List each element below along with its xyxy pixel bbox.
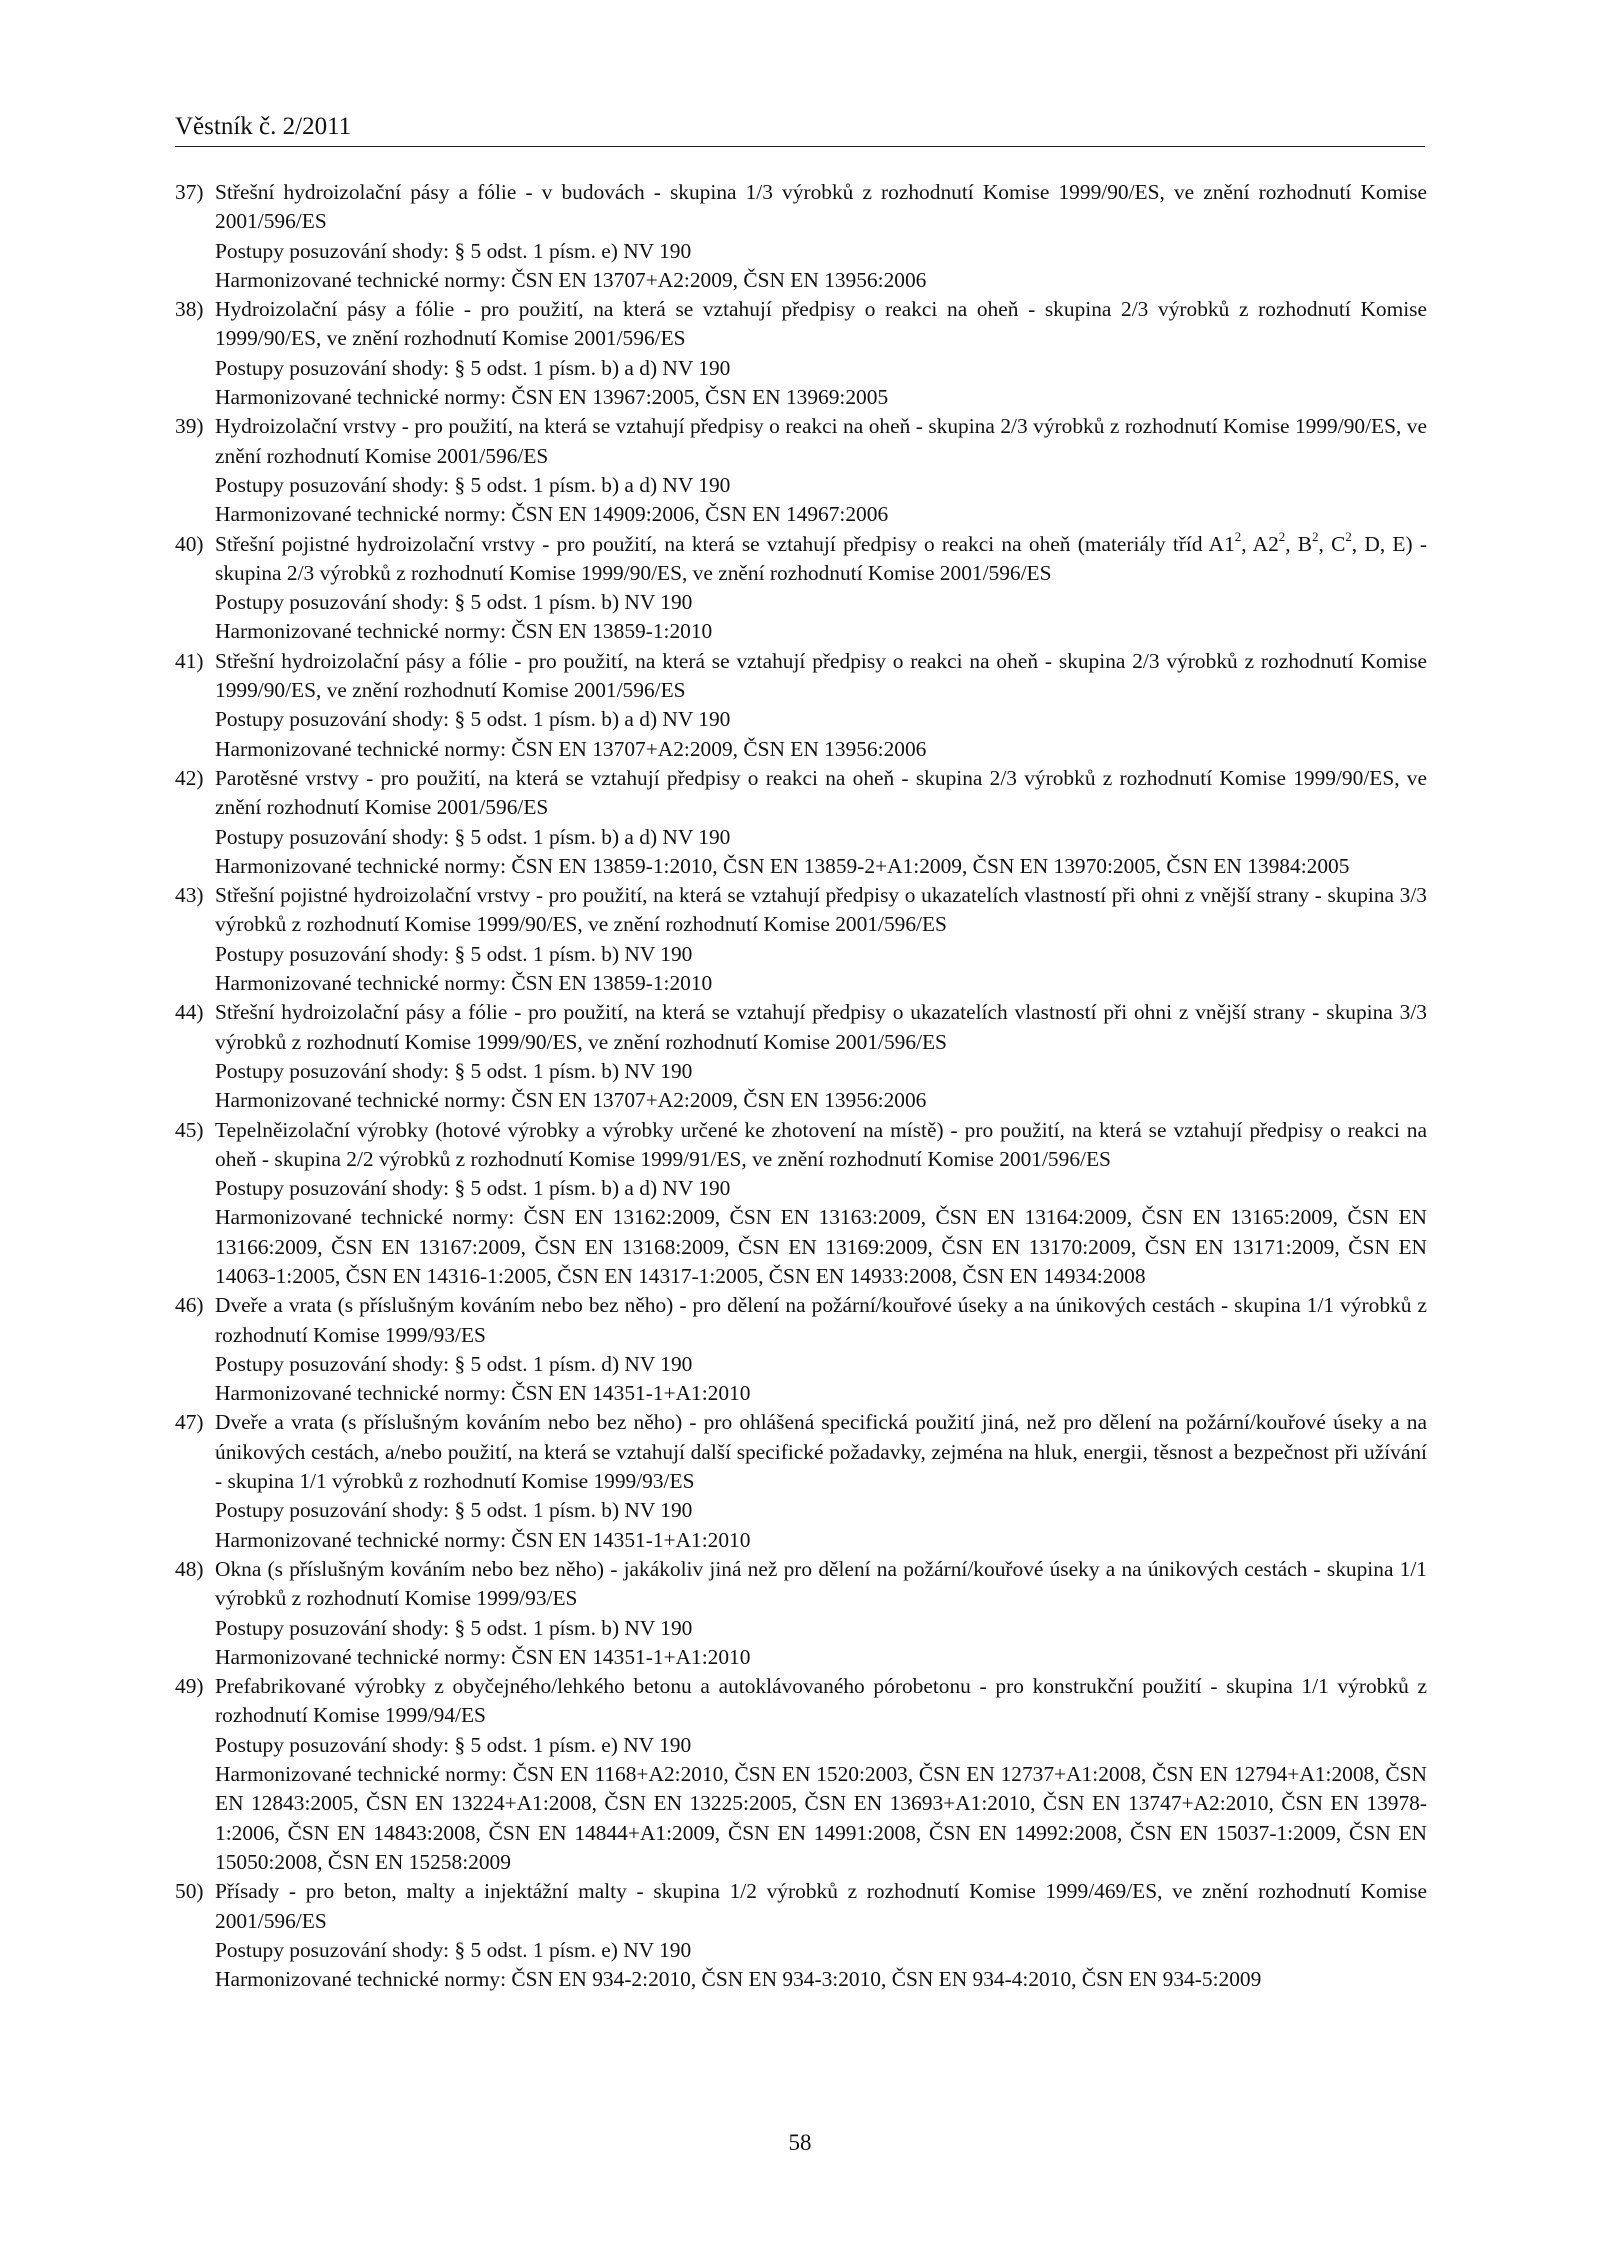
item-number: 49) [175,1674,204,1699]
list-item [175,530,1427,647]
page-header [175,112,1425,147]
procedure-label: Postupy posuzování shody: [215,1937,450,1962]
norms-value: ČSN EN 1168+A2:2010, ČSN EN 1520:2003, ČSN EN 12737+A1:2008, ČSN EN 12794+A1:2008, ČSN EN 12843:2005, ČSN EN 13224+A1:2008, ČSN EN 13225:2005, ČSN EN 13693+A1:2010, ČSN EN 13747+A2:2010, ČSN EN 13978-1:2006, ČSN EN 14843:2008, ČSN EN 14844+A1:2009, ČSN EN 14991:2008, ČSN EN 14992:2008, ČSN EN 15037-1:2009, ČSN EN 15050:2008, ČSN EN 15258:2009 [215,1762,1427,1874]
item-procedure [215,1057,1427,1086]
procedure-label: Postupy posuzování shody: [215,1615,450,1640]
item-procedure [215,237,1427,266]
procedure-value: § 5 odst. 1 písm. b) a d) NV 190 [454,824,731,849]
procedure-value: § 5 odst. 1 písm. b) NV 190 [454,1615,693,1640]
procedure-value: § 5 odst. 1 písm. b) a d) NV 190 [454,472,731,497]
item-procedure [215,354,1427,383]
item-description: Dveře a vrata (s příslušným kováním nebo bez něho) - pro ohlášená specifická použití jiná, než pro dělení na požární/kouřové úseky a na únikových cestách, a/nebo použití, na která se vztahují další specifické požadavky, zejména na hluk, energii, těsnost a bezpečnost při užívání - skupina 1/1 výrobků z rozhodnutí Komise 1999/93/ES [215,1410,1427,1494]
item-description: Hydroizolační vrstvy - pro použití, na která se vztahují předpisy o reakci na oheň - skupina 2/3 výrobků z rozhodnutí Komise 1999/90/ES, ve znění rozhodnutí Komise 2001/596/ES [215,414,1427,468]
item-norms [215,852,1427,881]
list-item [175,1672,1427,1877]
procedure-label: Postupy posuzování shody: [215,1058,450,1083]
norms-value: ČSN EN 934-2:2010, ČSN EN 934-3:2010, ČSN EN 934-4:2010, ČSN EN 934-5:2009 [511,1967,1262,1992]
norms-label: Harmonizované technické normy: [215,1527,507,1552]
item-norms [215,500,1427,529]
norms-value: ČSN EN 13162:2009, ČSN EN 13163:2009, ČSN EN 13164:2009, ČSN EN 13165:2009, ČSN EN 13166:2009, ČSN EN 13167:2009, ČSN EN 13168:2009, ČSN EN 13169:2009, ČSN EN 13170:2009, ČSN EN 13171:2009, ČSN EN 14063-1:2005, ČSN EN 14316-1:2005, ČSN EN 14317-1:2005, ČSN EN 14933:2008, ČSN EN 14934:2008 [215,1205,1427,1288]
item-description: Střešní pojistné hydroizolační vrstvy - pro použití, na která se vztahují předpisy o ukazatelích vlastností při ohni z vnější strany - skupina 3/3 výrobků z rozhodnutí Komise 1999/90/ES, ve znění rozhodnutí Komise 2001/596/ES [215,883,1427,937]
procedure-label: Postupy posuzování shody: [215,707,450,732]
procedure-value: § 5 odst. 1 písm. b) NV 190 [454,1498,693,1523]
item-norms [215,617,1427,646]
item-number: 40) [175,531,204,556]
item-description: Hydroizolační pásy a fólie - pro použití, na která se vztahují předpisy o reakci na oheň - skupina 2/3 výrobků z rozhodnutí Komise 1999/90/ES, ve znění rozhodnutí Komise 2001/596/ES [215,297,1427,351]
norms-label: Harmonizované technické normy: [215,736,507,761]
procedure-value: § 5 odst. 1 písm. b) NV 190 [454,590,693,615]
item-norms [215,1760,1427,1877]
item-number: 45) [175,1117,204,1142]
norms-label: Harmonizované technické normy: [215,1967,507,1992]
norms-value: ČSN EN 14909:2006, ČSN EN 14967:2006 [511,502,889,527]
item-procedure [215,705,1427,734]
list-item [175,178,1427,295]
item-procedure [215,588,1427,617]
list-item [175,881,1427,998]
item-norms [215,1203,1427,1291]
list-item [175,1877,1427,1994]
item-description: Střešní hydroizolační pásy a fólie - v budovách - skupina 1/3 výrobků z rozhodnutí Komise 1999/90/ES, ve znění rozhodnutí Komise 2001/596/ES [215,180,1427,234]
item-procedure [215,823,1427,852]
norms-value: ČSN EN 13967:2005, ČSN EN 13969:2005 [511,385,889,410]
list-item [175,998,1427,1115]
item-description: Dveře a vrata (s příslušným kováním nebo bez něho) - pro dělení na požární/kouřové úseky a na únikových cestách - skupina 1/1 výrobků z rozhodnutí Komise 1999/93/ES [215,1293,1427,1347]
item-list [175,178,1427,1994]
norms-value: ČSN EN 13859-1:2010, ČSN EN 13859-2+A1:2009, ČSN EN 13970:2005, ČSN EN 13984:2005 [511,853,1350,878]
procedure-label: Postupy posuzování shody: [215,472,450,497]
norms-label: Harmonizované technické normy: [215,385,507,410]
item-description: Střešní pojistné hydroizolační vrstvy - pro použití, na která se vztahují předpisy o reakci na oheň (materiály tříd $A1^2$, $A2^2$, $B^2$, $C^2$, D, E) - skupina 2/3 výrobků z rozhodnutí Komise 1999/90/ES, ve znění rozhodnutí Komise 2001/596/ES [215,530,1427,585]
item-description: Střešní hydroizolační pásy a fólie - pro použití, na která se vztahují předpisy o ukazatelích vlastností při ohni z vnější strany - skupina 3/3 výrobků z rozhodnutí Komise 1999/90/ES, ve znění rozhodnutí Komise 2001/596/ES [215,1000,1427,1054]
norms-label: Harmonizované technické normy: [215,1762,507,1787]
item-procedure [215,1614,1427,1643]
item-number: 42) [175,765,204,790]
norms-value: ČSN EN 13859-1:2010 [511,971,713,996]
item-norms [215,266,1427,295]
item-procedure [215,1936,1427,1965]
norms-label: Harmonizované technické normy: [215,267,507,292]
norms-label: Harmonizované technické normy: [215,971,507,996]
item-norms [215,735,1427,764]
norms-value: ČSN EN 13707+A2:2009, ČSN EN 13956:2006 [511,1088,927,1113]
procedure-label: Postupy posuzování shody: [215,1351,450,1376]
procedure-value: § 5 odst. 1 písm. d) NV 190 [454,1351,693,1376]
list-item [175,764,1427,881]
norms-label: Harmonizované technické normy: [215,1644,507,1669]
item-procedure [215,1496,1427,1525]
item-procedure [215,940,1427,969]
list-item [175,1555,1427,1672]
norms-value: ČSN EN 13707+A2:2009, ČSN EN 13956:2006 [511,736,927,761]
item-description: Tepelněizolační výrobky (hotové výrobky a výrobky určené ke zhotovení na místě) - pro použití, na která se vztahují předpisy o reakci na oheň - skupina 2/2 výrobků z rozhodnutí Komise 1999/91/ES, ve znění rozhodnutí Komise 2001/596/ES [215,1117,1427,1171]
norms-label: Harmonizované technické normy: [215,502,507,527]
item-norms [215,1643,1427,1672]
item-norms [215,969,1427,998]
procedure-label: Postupy posuzování shody: [215,824,450,849]
item-norms [215,1379,1427,1408]
list-item [175,1408,1427,1554]
item-description: Střešní hydroizolační pásy a fólie - pro použití, na která se vztahují předpisy o reakci na oheň - skupina 2/3 výrobků z rozhodnutí Komise 1999/90/ES, ve znění rozhodnutí Komise 2001/596/ES [215,648,1427,703]
norms-value: ČSN EN 14351-1+A1:2010 [511,1381,751,1406]
item-procedure [215,1731,1427,1760]
item-procedure [215,1174,1427,1203]
list-item [175,295,1427,412]
item-procedure [215,471,1427,500]
norms-value: ČSN EN 13707+A2:2009, ČSN EN 13956:2006 [511,267,927,292]
item-number: 46) [175,1293,204,1318]
item-number: 48) [175,1556,204,1581]
procedure-label: Postupy posuzování shody: [215,1498,450,1523]
item-number: 44) [175,1000,204,1025]
norms-value: ČSN EN 14351-1+A1:2010 [511,1644,751,1669]
item-norms [215,1086,1427,1115]
norms-label: Harmonizované technické normy: [215,1381,507,1406]
procedure-value: § 5 odst. 1 písm. b) NV 190 [454,1058,693,1083]
item-norms [215,1526,1427,1555]
list-item [175,1291,1427,1408]
norms-label: Harmonizované technické normy: [215,1205,515,1230]
item-norms [215,383,1427,412]
item-number: 43) [175,883,204,908]
item-procedure [215,1350,1427,1379]
procedure-label: Postupy posuzování shody: [215,1732,450,1757]
item-number: 39) [175,414,204,439]
journal-title: Věstník č. 2/2011 [175,113,352,140]
item-description: Prefabrikované výrobky z obyčejného/lehkého betonu a autoklávovaného pórobetonu - pro konstrukční použití - skupina 1/1 výrobků z rozhodnutí Komise 1999/94/ES [215,1674,1427,1728]
procedure-value: § 5 odst. 1 písm. b) a d) NV 190 [454,707,731,732]
item-number: 47) [175,1410,204,1435]
norms-label: Harmonizované technické normy: [215,619,507,644]
item-description: Parotěsné vrstvy - pro použití, na která se vztahují předpisy o reakci na oheň - skupina 2/3 výrobků z rozhodnutí Komise 1999/90/ES, ve znění rozhodnutí Komise 2001/596/ES [215,765,1427,820]
norms-label: Harmonizované technické normy: [215,853,507,878]
procedure-value: § 5 odst. 1 písm. b) a d) NV 190 [454,1176,731,1201]
item-description: Okna (s příslušným kováním nebo bez něho) - jakákoliv jiná než pro dělení na požární/kouřové úseky a na únikových cestách - skupina 1/1 výrobků z rozhodnutí Komise 1999/93/ES [215,1556,1427,1611]
page-number: 58 [788,2130,812,2155]
procedure-value: § 5 odst. 1 písm. e) NV 190 [454,1937,692,1962]
list-item [175,412,1427,529]
norms-value: ČSN EN 13859-1:2010 [511,619,713,644]
procedure-label: Postupy posuzování shody: [215,941,450,966]
item-number: 37) [175,180,204,204]
item-description: Přísady - pro beton, malty a injektážní malty - skupina 1/2 výrobků z rozhodnutí Komise 1999/469/ES, ve znění rozhodnutí Komise 2001/596/ES [215,1879,1427,1933]
procedure-value: § 5 odst. 1 písm. b) a d) NV 190 [454,355,731,380]
item-number: 41) [175,648,204,673]
norms-label: Harmonizované technické normy: [215,1088,507,1113]
norms-value: ČSN EN 14351-1+A1:2010 [511,1527,751,1552]
procedure-label: Postupy posuzování shody: [215,238,450,263]
item-number: 50) [175,1879,204,1904]
procedure-value: § 5 odst. 1 písm. b) NV 190 [454,941,693,966]
procedure-label: Postupy posuzování shody: [215,1176,450,1201]
procedure-label: Postupy posuzování shody: [215,355,450,380]
procedure-value: § 5 odst. 1 písm. e) NV 190 [454,238,692,263]
procedure-value: § 5 odst. 1 písm. e) NV 190 [454,1732,692,1757]
item-norms [215,1965,1427,1994]
item-number: 38) [175,297,204,322]
procedure-label: Postupy posuzování shody: [215,590,450,615]
list-item [175,1116,1427,1292]
list-item [175,647,1427,764]
